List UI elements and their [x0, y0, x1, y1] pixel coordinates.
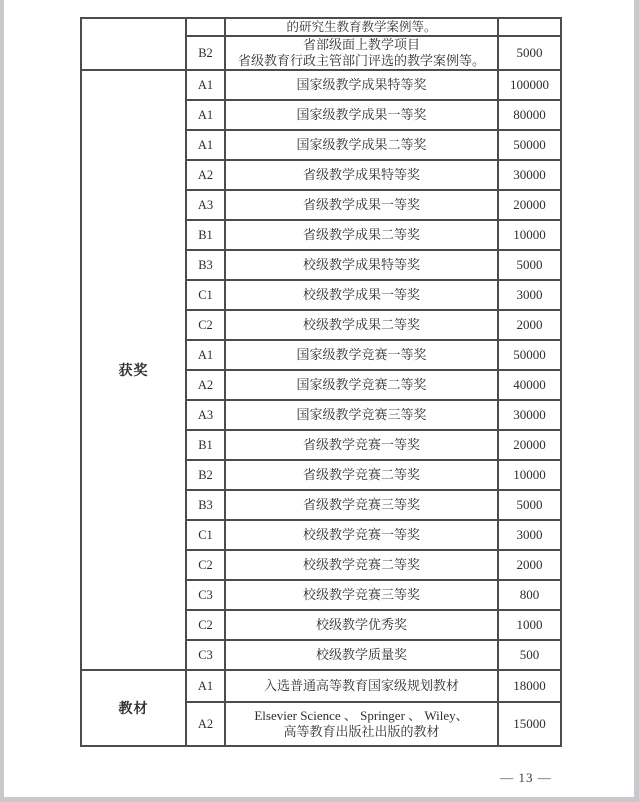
level-cell: C3	[186, 640, 225, 670]
table-row	[81, 18, 561, 36]
amount-cell: 40000	[498, 370, 561, 400]
level-cell: B1	[186, 430, 225, 460]
amount-cell: 5000	[498, 36, 561, 70]
description-line: 校级教学成果二等奖	[302, 317, 420, 332]
description-line: Elsevier Science 、 Springer 、 Wiley、	[254, 708, 469, 723]
description-line: 校级教学竞赛一等奖	[302, 527, 420, 542]
amount-cell: 15000	[498, 702, 561, 746]
amount-cell: 80000	[498, 100, 561, 130]
description-line: 入选普通高等教育国家级规划教材	[263, 678, 459, 693]
funding-table-body	[81, 18, 561, 746]
description-cell	[225, 220, 498, 250]
level-cell: B1	[186, 220, 225, 250]
level-cell: A1	[186, 130, 225, 160]
description-cell	[225, 160, 498, 190]
description-cell	[225, 280, 498, 310]
level-cell: A2	[186, 370, 225, 400]
amount-cell: 800	[498, 580, 561, 610]
amount-cell: 50000	[498, 130, 561, 160]
description-cell	[225, 520, 498, 550]
amount-cell: 2000	[498, 550, 561, 580]
description-cell	[225, 340, 498, 370]
description-line: 的研究生教育教学案例等。	[286, 20, 437, 34]
level-cell: C3	[186, 580, 225, 610]
description-line: 省级教学成果特等奖	[302, 167, 420, 182]
amount-cell: 500	[498, 640, 561, 670]
description-cell	[225, 70, 498, 100]
amount-cell: 3000	[498, 520, 561, 550]
level-cell: C2	[186, 610, 225, 640]
description-cell	[225, 670, 498, 702]
amount-cell: 10000	[498, 460, 561, 490]
description-cell	[225, 430, 498, 460]
level-cell: B2	[186, 460, 225, 490]
level-cell: C2	[186, 310, 225, 340]
level-cell: B3	[186, 490, 225, 520]
level-cell: A2	[186, 702, 225, 746]
amount-cell: 20000	[498, 430, 561, 460]
description-cell	[225, 460, 498, 490]
level-cell: C2	[186, 550, 225, 580]
description-line: 校级教学成果一等奖	[302, 287, 420, 302]
level-cell: A1	[186, 70, 225, 100]
description-line: 高等教育出版社出版的教材	[283, 724, 440, 739]
description-cell	[225, 640, 498, 670]
amount-cell: 1000	[498, 610, 561, 640]
category-cell	[81, 18, 186, 70]
amount-cell: 20000	[498, 190, 561, 220]
description-line: 校级教学成果特等奖	[302, 257, 420, 272]
amount-cell: 5000	[498, 250, 561, 280]
level-cell: B3	[186, 250, 225, 280]
level-cell: A1	[186, 100, 225, 130]
amount-cell: 50000	[498, 340, 561, 370]
category-cell: 获奖	[81, 70, 186, 670]
table-row	[81, 70, 561, 100]
description-line: 国家级教学竞赛三等奖	[296, 407, 427, 422]
description-line: 校级教学竞赛三等奖	[302, 587, 420, 602]
level-cell: A3	[186, 400, 225, 430]
level-cell: C1	[186, 280, 225, 310]
description-cell	[225, 190, 498, 220]
amount-cell: 5000	[498, 490, 561, 520]
level-cell: A3	[186, 190, 225, 220]
amount-cell	[498, 18, 561, 36]
amount-cell: 10000	[498, 220, 561, 250]
description-cell	[225, 490, 498, 520]
description-line: 省级教育行政主管部门评选的教学案例等。	[237, 53, 485, 68]
amount-cell: 18000	[498, 670, 561, 702]
description-cell	[225, 550, 498, 580]
description-line: 省级教学竞赛一等奖	[302, 437, 420, 452]
amount-cell: 30000	[498, 400, 561, 430]
level-cell: B2	[186, 36, 225, 70]
page-number: — 13 —	[500, 770, 552, 785]
description-line: 国家级教学成果二等奖	[296, 137, 427, 152]
description-line: 校级教学竞赛二等奖	[302, 557, 420, 572]
description-line: 校级教学优秀奖	[315, 617, 407, 632]
description-cell	[225, 100, 498, 130]
funding-standards-table	[80, 17, 562, 747]
description-line: 国家级教学竞赛一等奖	[296, 347, 427, 362]
description-cell	[225, 370, 498, 400]
level-cell: C1	[186, 520, 225, 550]
description-cell	[225, 610, 498, 640]
description-line: 省部级面上教学项目	[302, 37, 420, 52]
description-line: 省级教学竞赛二等奖	[302, 467, 420, 482]
level-cell: A1	[186, 670, 225, 702]
description-line: 省级教学成果一等奖	[302, 197, 420, 212]
amount-cell: 3000	[498, 280, 561, 310]
description-line: 省级教学成果二等奖	[302, 227, 420, 242]
description-line: 国家级教学竞赛二等奖	[296, 377, 427, 392]
table-row	[81, 670, 561, 702]
description-cell	[225, 36, 498, 70]
category-cell: 教材	[81, 670, 186, 746]
description-line: 校级教学质量奖	[315, 647, 407, 662]
amount-cell: 100000	[498, 70, 561, 100]
description-cell	[225, 130, 498, 160]
level-cell	[186, 18, 225, 36]
description-line: 国家级教学成果一等奖	[296, 107, 427, 122]
document-page	[4, 0, 634, 797]
description-cell	[225, 400, 498, 430]
description-line: 国家级教学成果特等奖	[296, 77, 427, 92]
description-cell	[225, 18, 498, 36]
amount-cell: 30000	[498, 160, 561, 190]
description-cell	[225, 702, 498, 746]
description-cell	[225, 580, 498, 610]
description-cell	[225, 310, 498, 340]
level-cell: A2	[186, 160, 225, 190]
amount-cell: 2000	[498, 310, 561, 340]
level-cell: A1	[186, 340, 225, 370]
description-cell	[225, 250, 498, 280]
description-line: 省级教学竞赛三等奖	[302, 497, 420, 512]
